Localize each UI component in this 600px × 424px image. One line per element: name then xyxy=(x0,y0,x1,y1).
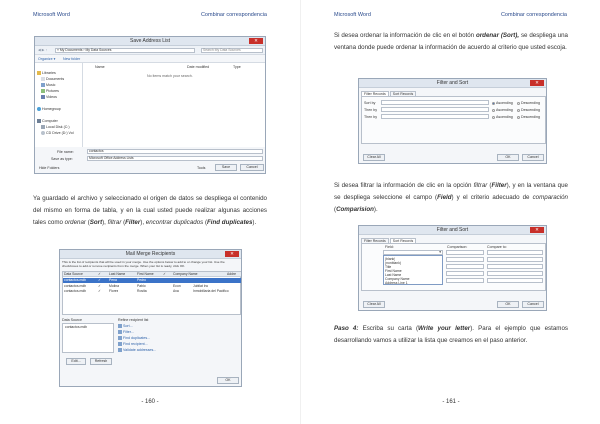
cell: Molina xyxy=(109,284,119,288)
cell: Pedro xyxy=(137,278,147,282)
file-name-label: File name: xyxy=(57,150,74,154)
filter-link[interactable]: Filter... xyxy=(118,330,134,334)
close-icon[interactable]: ✕ xyxy=(530,80,544,86)
then-by-select-1[interactable] xyxy=(381,107,489,112)
dropdown-option[interactable]: Company Name xyxy=(385,277,410,281)
comparison-select[interactable] xyxy=(446,271,484,276)
merge-description: This is the list of recipients that will be used in your merge. Use the options below to add to or change your list. Use the checkboxes to add or remove recipients from the merge. When your list is ready, click OK. xyxy=(62,260,225,268)
save-address-list-dialog xyxy=(34,36,266,174)
disk-icon xyxy=(41,125,45,129)
field-dropdown-list[interactable] xyxy=(383,255,443,285)
compare-to-input[interactable] xyxy=(487,257,543,262)
mail-merge-recipients-dialog xyxy=(59,249,242,387)
header-check-2[interactable]: ✓ xyxy=(163,272,166,276)
header-right: Combinar correspondencia xyxy=(200,12,267,18)
data-source-label: Data Source xyxy=(62,318,82,322)
find-recipient-link[interactable]: Find recipient... xyxy=(118,342,148,346)
header-right: Combinar correspondencia xyxy=(500,12,567,18)
header-left: Microsoft Word xyxy=(334,12,371,18)
sort-asc-1[interactable]: Ascending xyxy=(492,101,513,105)
folder-icon xyxy=(37,71,41,75)
sort-desc-2[interactable]: Descending xyxy=(517,108,540,112)
filter-and-sort-dialog-sort xyxy=(358,78,547,164)
nav-pane xyxy=(35,63,83,147)
cell: Jubilat Inc xyxy=(193,284,209,288)
filter-and-sort-dialog-filter xyxy=(358,225,547,311)
cell[interactable]: ✓ xyxy=(98,289,101,293)
col-type-header[interactable]: Type xyxy=(233,65,241,69)
cell: contactos.mdb xyxy=(64,278,87,282)
edit-button[interactable]: Edit... xyxy=(66,358,86,365)
cancel-button[interactable]: Cancel xyxy=(522,154,544,161)
filter-icon xyxy=(118,330,122,334)
validate-addresses-link[interactable]: Validate addresses... xyxy=(118,348,156,352)
back-icon[interactable]: ◀ ▶ ↑ xyxy=(38,48,48,52)
sort-by-select[interactable] xyxy=(381,100,489,105)
sort-desc-1[interactable]: Descending xyxy=(517,101,540,105)
nav-local-disk[interactable]: Local Disk (C:) xyxy=(41,125,70,129)
tab-sort-records[interactable]: Sort Records xyxy=(390,91,416,96)
compare-to-input[interactable] xyxy=(487,271,543,276)
cell: Flores xyxy=(109,289,119,293)
right-paragraph-3: Paso 4: Escriba su carta (Write your letter). Para el ejemplo que estamos desarrollando vamos a utilizar la lista que creamos en el paso anterior. xyxy=(334,325,568,344)
compare-to-input[interactable] xyxy=(487,278,543,283)
right-page xyxy=(300,0,600,424)
cell: Rosita xyxy=(137,289,147,293)
tab-sort-records[interactable]: Sort Records xyxy=(390,238,416,243)
nav-libraries[interactable]: Libraries xyxy=(37,71,56,75)
nav-videos[interactable]: Videos xyxy=(41,95,57,99)
dialog-title: Filter and Sort xyxy=(436,227,469,233)
validate-icon xyxy=(118,348,122,352)
dialog-title: Save Address List xyxy=(129,38,171,44)
header-company[interactable]: Company Name xyxy=(173,272,198,276)
comparison-select[interactable] xyxy=(446,257,484,262)
compare-to-col-label: Compare to: xyxy=(487,245,507,249)
nav-music[interactable]: Music xyxy=(41,83,55,87)
save-type-label: Save as type: xyxy=(51,157,73,161)
sort-icon xyxy=(118,324,122,328)
sort-asc-3[interactable]: Ascending xyxy=(492,115,513,119)
refresh-button[interactable]: Refresh xyxy=(90,358,112,365)
field-col-label: Field: xyxy=(385,245,394,249)
cell: Pena xyxy=(109,278,117,282)
cell: Inmobiliaria del Pacifico xyxy=(193,289,229,293)
comparison-select[interactable] xyxy=(446,250,484,255)
then-by-label-2: Then by xyxy=(364,115,377,119)
compare-to-input[interactable] xyxy=(487,250,543,255)
sort-by-label: Sort by xyxy=(364,101,376,105)
page-number: - 161 - xyxy=(442,399,460,405)
cancel-button[interactable]: Cancel xyxy=(240,164,264,171)
file-name-input[interactable]: contactos xyxy=(87,149,263,154)
data-source-item[interactable]: contactos.mdb xyxy=(65,325,88,329)
comparison-select[interactable] xyxy=(446,278,484,283)
nav-homegroup[interactable]: Homegroup xyxy=(37,107,61,111)
cell: Ava xyxy=(173,289,179,293)
header-data-source[interactable]: Data Source xyxy=(64,272,83,276)
header-last-name[interactable]: Last Name xyxy=(109,272,126,276)
data-source-list[interactable] xyxy=(62,323,114,353)
right-paragraph-2: Si desea filtrar la información de clic en la opción filtrar (Filter), y en la ventana que se despliega seleccione el campo (Field) y el criterio adecuado de comparación (Comparision). xyxy=(334,182,568,213)
cell: contactos.mdb xyxy=(64,289,87,293)
hide-folders-toggle[interactable]: Hide Folders xyxy=(39,166,60,170)
search-input[interactable]: Search My Data Sources xyxy=(201,48,263,53)
left-paragraph: Ya guardado el archivo y seleccionado el origen de datos se despliega el contenido del mismo en forma de tabla, y en la cual usted puede realizar algunas acciones tales como ordenar (Sort), filtrar (Filter), encontrar duplicados (Find duplicates). xyxy=(33,195,267,226)
cell: Pablo xyxy=(137,284,146,288)
col-name-header[interactable]: Name xyxy=(95,65,105,69)
homegroup-icon xyxy=(37,107,41,111)
sort-asc-2[interactable]: Ascending xyxy=(492,108,513,112)
comparison-col-label: Comparison: xyxy=(447,245,468,249)
tools-button[interactable]: Tools xyxy=(197,166,206,170)
nav-cd-drive[interactable]: CD Drive (D:) Vol xyxy=(41,131,74,135)
find-icon xyxy=(118,342,122,346)
dropdown-option[interactable]: Last Name xyxy=(385,273,402,277)
find-duplicates-link[interactable]: Find duplicates... xyxy=(118,336,150,340)
ok-button[interactable]: OK xyxy=(497,301,519,308)
picture-icon xyxy=(41,89,45,93)
recipients-table xyxy=(62,271,241,315)
dialog-title: Mail Merge Recipients xyxy=(125,251,176,257)
header-check[interactable]: ✓ xyxy=(98,272,101,276)
new-folder-button[interactable]: New folder xyxy=(63,57,81,61)
dropdown-option[interactable]: Title xyxy=(385,265,392,269)
nav-computer[interactable]: Computer xyxy=(37,119,58,123)
comparison-select[interactable] xyxy=(446,264,484,269)
ok-button[interactable]: OK xyxy=(217,377,239,384)
close-icon[interactable]: ✕ xyxy=(249,38,263,44)
save-type-select[interactable]: Microsoft Office Address Lists xyxy=(87,156,263,161)
dropdown-option[interactable]: (nonblank) xyxy=(385,261,402,265)
dropdown-option[interactable]: Address Line 1 xyxy=(385,281,408,285)
file-list[interactable] xyxy=(83,63,266,147)
save-button[interactable]: Save xyxy=(215,164,237,171)
ok-button[interactable]: OK xyxy=(497,154,519,161)
header-address[interactable]: Addre xyxy=(227,272,237,276)
close-icon[interactable]: ✕ xyxy=(225,251,239,257)
clear-all-button[interactable]: Clear All xyxy=(363,301,385,308)
document-icon xyxy=(41,77,45,81)
right-paragraph-1: Si desea ordenar la información de clic en el botón ordenar (Sort), se despliega una ventana donde puede ordenar la información de acuerdo al criterio que usted escoja. xyxy=(334,32,568,51)
col-date-header[interactable]: Date modified xyxy=(187,65,210,69)
empty-message: No items match your search. xyxy=(147,74,193,78)
dropdown-option[interactable]: (blank) xyxy=(385,257,396,261)
cell[interactable]: ✓ xyxy=(98,284,101,288)
table-row[interactable] xyxy=(63,278,242,283)
duplicates-icon xyxy=(118,336,122,340)
sort-desc-3[interactable]: Descending xyxy=(517,115,540,119)
compare-to-input[interactable] xyxy=(487,264,543,269)
cd-icon xyxy=(41,131,45,135)
cell[interactable]: ✓ xyxy=(98,278,101,282)
dropdown-option[interactable]: First Name xyxy=(385,269,402,273)
then-by-label-1: Then by xyxy=(364,108,377,112)
computer-icon xyxy=(37,119,41,123)
clear-all-button[interactable]: Clear All xyxy=(363,154,385,161)
cancel-button[interactable]: Cancel xyxy=(522,301,544,308)
chevron-down-icon: ▾ xyxy=(439,250,441,254)
page-number: - 160 - xyxy=(141,399,159,405)
tab-filter-records[interactable]: Filter Records xyxy=(361,238,389,243)
music-icon xyxy=(41,83,45,87)
header-first-name[interactable]: First Name xyxy=(137,272,154,276)
then-by-select-2[interactable] xyxy=(381,114,489,119)
breadcrumb[interactable]: « My Documents › My Data Sources xyxy=(55,48,195,53)
refine-label: Refine recipient list xyxy=(118,318,149,322)
sort-link[interactable]: Sort... xyxy=(118,324,133,328)
nav-documents[interactable]: Documents xyxy=(41,77,64,81)
cell: contactos.mdb xyxy=(64,284,87,288)
close-icon[interactable]: ✕ xyxy=(530,227,544,233)
tab-filter-records[interactable]: Filter Records xyxy=(361,91,389,96)
organize-button[interactable]: Organize ▾ xyxy=(38,57,56,61)
video-icon xyxy=(41,95,45,99)
dialog-title: Filter and Sort xyxy=(436,80,469,86)
cell: Econ xyxy=(173,284,181,288)
header-left: Microsoft Word xyxy=(33,12,70,18)
nav-pictures[interactable]: Pictures xyxy=(41,89,59,93)
